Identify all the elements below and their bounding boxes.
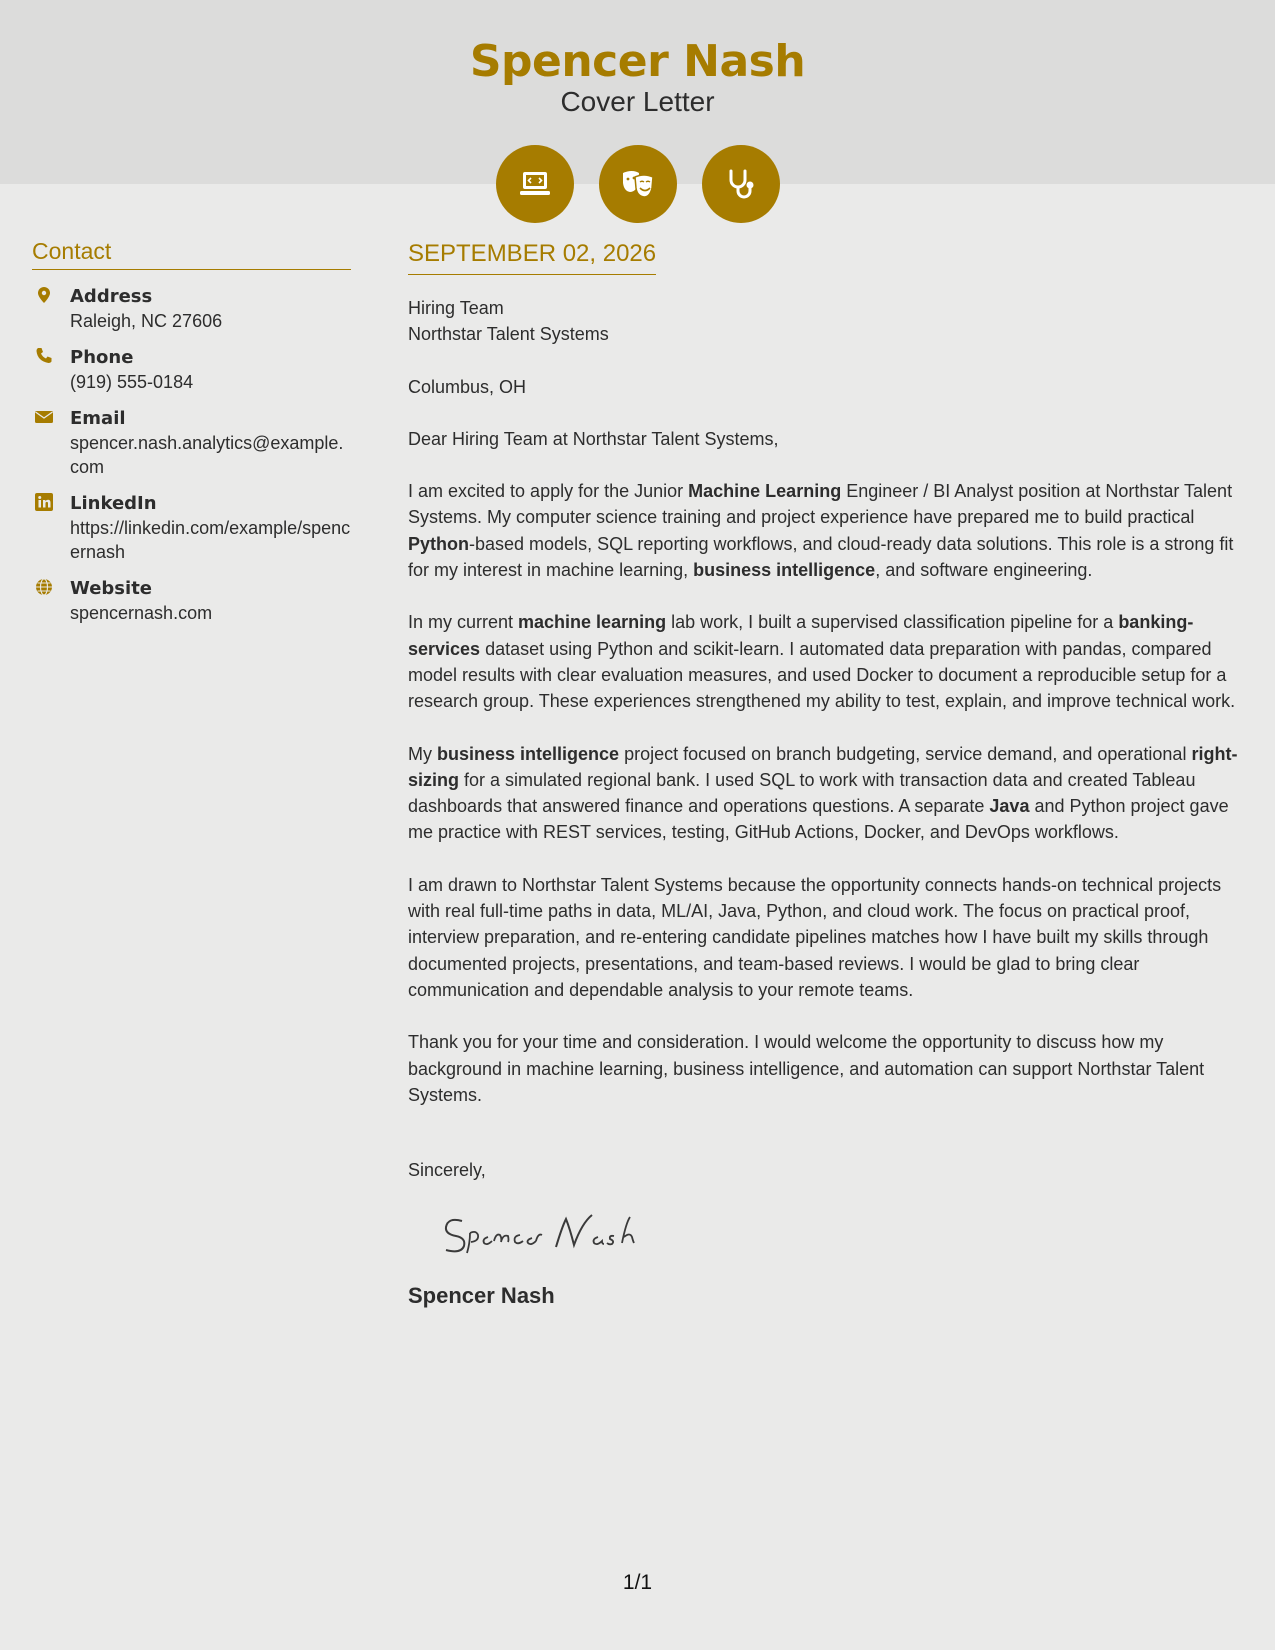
paragraph-text: , and software engineering. (875, 560, 1093, 581)
emphasized-term: business intelligence (437, 743, 620, 764)
envelope-icon (32, 406, 70, 479)
contact-item-phone (32, 345, 351, 394)
letter-body (408, 240, 1253, 1309)
contact-heading: Contact (32, 238, 351, 270)
map-pin-icon (32, 284, 70, 333)
contact-item-website (32, 576, 351, 625)
stethoscope-icon (702, 145, 780, 223)
recipient-location: Columbus, OH (408, 376, 527, 397)
recipient-company: Northstar Talent Systems (408, 324, 609, 345)
paragraph-text: and Python project gave me practice with REST services, testing, GitHub Actions, Docker, and DevOps workflows. (408, 796, 1229, 843)
linkedin-value[interactable]: https://linkedin.com/example/spencernash (70, 518, 351, 562)
paragraph-text: I am drawn to Northstar Talent Systems because the opportunity connects hands-on technical projects with real full-time paths in data, ML/AI, Java, Python, and cloud work. The focus on practical proof, interview preparation, and re-entering candidate pipelines matches how I have built my skills through documented projects, presentations, and team-based reviews. I would be glad to bring clear communication and dependable analysis to your remote teams. (408, 874, 1222, 1000)
letter-date: SEPTEMBER 02, 2026 (408, 240, 656, 275)
linkedin-icon (32, 491, 70, 564)
emphasized-term: banking-services (408, 612, 1194, 659)
letter-paragraph (408, 1029, 1253, 1108)
paragraph-text: dataset using Python and scikit-learn. I automated data preparation with pandas, compared model results with clear evaluation measures, and used Docker to document a reproducible setup for a research group. These experiences strengthened my ability to test, explain, and improve technical work. (408, 638, 1236, 712)
paragraph-text: I am excited to apply for the Junior (408, 481, 689, 502)
contact-label: LinkedIn (70, 493, 157, 514)
paragraph-text: Engineer / BI Analyst position at Northstar Talent Systems. My computer science training and project experience have prepared me to build practical (408, 481, 1233, 528)
emphasized-term: Java (989, 796, 1030, 817)
phone-icon (32, 345, 70, 394)
emphasized-term: Python (408, 533, 469, 554)
website-value[interactable]: spencernash.com (70, 603, 213, 623)
page-number: 1/1 (622, 1571, 653, 1594)
contact-label: Email (70, 408, 126, 429)
paragraph-text: for a simulated regional bank. I used SQL to work with transaction data and created Tableau dashboards that answered finance and operations questions. A separate (408, 769, 1196, 817)
contact-label: Phone (70, 347, 134, 368)
contact-label: Website (70, 578, 153, 599)
laptop-code-icon (496, 145, 574, 223)
paragraph-text: -based models, SQL reporting workflows, and cloud-ready data solutions. This role is a strong fit for my interest in machine learning, (408, 533, 1234, 581)
contact-sidebar (32, 238, 351, 637)
paragraph-text: My (408, 743, 437, 764)
theater-masks-icon (599, 145, 677, 223)
paragraph-text: In my current (408, 612, 519, 633)
paragraph-text: lab work, I built a supervised classification pipeline for a (666, 612, 1119, 633)
phone-value: (919) 555-0184 (70, 372, 194, 392)
email-value[interactable]: spencer.nash.analytics@example.com (70, 433, 344, 477)
contact-item-address (32, 284, 351, 333)
emphasized-term: right-sizing (408, 743, 1238, 790)
paragraph-text: project focused on branch budgeting, service demand, and operational (619, 743, 1192, 764)
salutation: Dear Hiring Team at Northstar Talent Systems, (408, 428, 779, 449)
signer-name: Spencer Nash (408, 1283, 555, 1309)
letter-paragraph (408, 609, 1253, 714)
applicant-name: Spencer Nash (469, 36, 806, 87)
letter-paragraph (408, 872, 1253, 1003)
closing: Sincerely, (408, 1160, 486, 1181)
letter-paragraph (408, 741, 1253, 846)
contact-item-linkedin (32, 491, 351, 564)
handwritten-signature (432, 1203, 1253, 1263)
emphasized-term: machine learning (518, 612, 667, 633)
emphasized-term: business intelligence (693, 560, 876, 581)
paragraph-text: Thank you for your time and consideration. I would welcome the opportunity to discuss how my background in machine learning, business intelligence, and automation can support Northstar Talent Systems. (408, 1032, 1205, 1105)
letter-paragraph (408, 478, 1253, 583)
recipient-name: Hiring Team (408, 298, 504, 318)
contact-label: Address (70, 286, 153, 307)
emphasized-term: Machine Learning (688, 481, 842, 502)
globe-icon (32, 576, 70, 625)
document-subtitle: Cover Letter (560, 86, 715, 117)
header-icons (0, 145, 1275, 223)
contact-item-email (32, 406, 351, 479)
address-value: Raleigh, NC 27606 (70, 311, 223, 331)
